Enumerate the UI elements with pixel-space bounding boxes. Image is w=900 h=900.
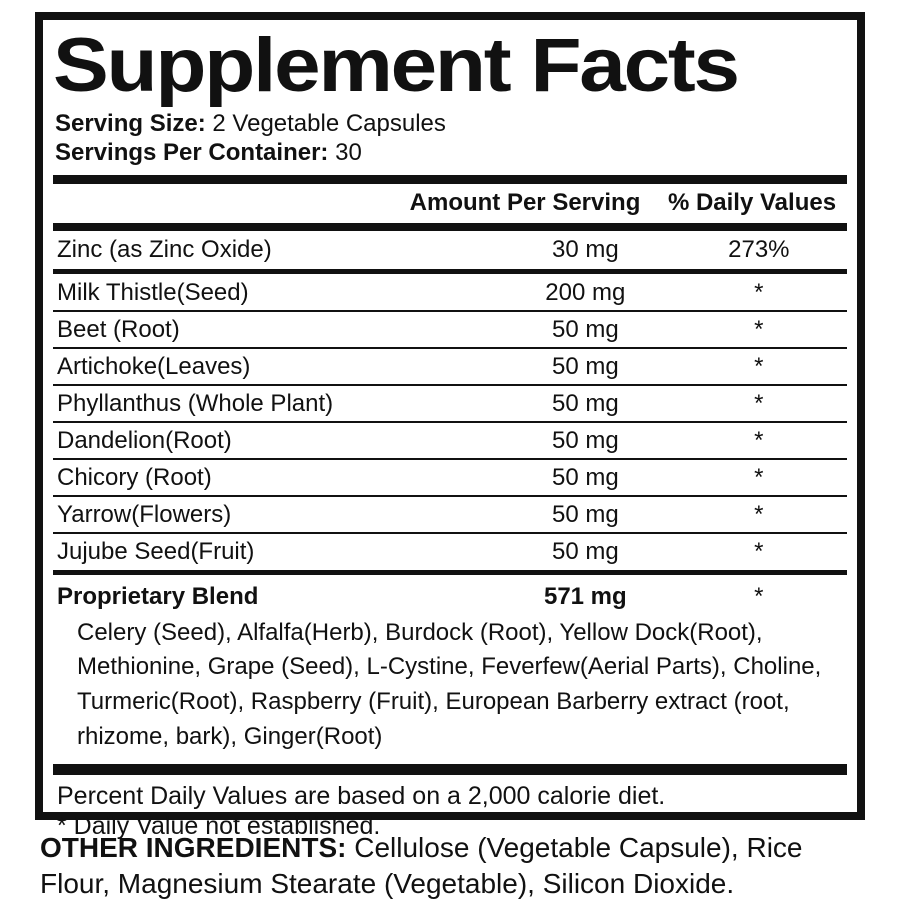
- ingredient-amount: 50 mg: [551, 463, 619, 491]
- ingredient-daily-value: *: [754, 352, 764, 380]
- ingredient-name: Chicory (Root): [57, 463, 212, 491]
- ingredient-row-zinc: [51, 231, 849, 268]
- divider-medium: [53, 269, 847, 274]
- ingredient-name: Yarrow(Flowers): [57, 500, 232, 528]
- blend-amount: 571 mg: [543, 582, 627, 610]
- ingredient-daily-value: *: [754, 537, 764, 565]
- ingredient-amount: 50 mg: [551, 352, 619, 380]
- ingredient-name: Milk Thistle(Seed): [57, 278, 249, 306]
- blend-daily-value: *: [754, 582, 764, 610]
- other-ingredients-value: Cellulose (Vegetable Capsule), Rice Flour, Magnesium Stearate (Vegetable), Silicon Dioxide.: [40, 832, 803, 900]
- ingredient-daily-value: *: [754, 463, 764, 491]
- divider-thick: [53, 223, 847, 231]
- servings-per-container-label: Servings Per Container:: [55, 139, 329, 167]
- servings-per-container-value: 30: [335, 139, 362, 167]
- serving-size-line: [51, 109, 849, 138]
- ingredient-row-chicory: [51, 460, 849, 495]
- ingredient-daily-value: *: [754, 278, 764, 306]
- ingredient-amount: 50 mg: [551, 389, 619, 417]
- column-header-daily-values: % Daily Values: [667, 189, 837, 217]
- serving-size-label: Serving Size:: [55, 110, 206, 138]
- ingredient-name: Beet (Root): [57, 315, 180, 343]
- ingredient-name: Jujube Seed(Fruit): [57, 537, 255, 565]
- column-header-row: [51, 184, 849, 223]
- servings-per-container-line: [51, 138, 849, 167]
- panel-title: Supplement Facts: [53, 23, 738, 108]
- ingredient-row-dandelion: [51, 423, 849, 458]
- other-ingredients-label: OTHER INGREDIENTS:: [40, 832, 347, 863]
- ingredient-row-jujube: [51, 534, 849, 569]
- ingredient-daily-value: *: [754, 426, 764, 454]
- serving-size-value: 2 Vegetable Capsules: [212, 110, 446, 138]
- ingredient-name: Dandelion(Root): [57, 426, 232, 454]
- ingredient-amount: 50 mg: [551, 537, 619, 565]
- footnote-dv-not-established: * Daily Value not established.: [57, 811, 381, 840]
- ingredient-name: Zinc (as Zinc Oxide): [57, 235, 272, 263]
- column-header-amount: Amount Per Serving: [409, 189, 641, 217]
- supplement-facts-panel: [35, 12, 865, 840]
- ingredient-row-milk-thistle: [51, 275, 849, 310]
- ingredient-row-beet: [51, 312, 849, 347]
- ingredient-name: Phyllanthus (Whole Plant): [57, 389, 334, 417]
- ingredient-row-artichoke: [51, 349, 849, 384]
- ingredient-row-phyllanthus: [51, 386, 849, 421]
- ingredient-row-yarrow: [51, 497, 849, 532]
- ingredient-amount: 200 mg: [545, 278, 626, 306]
- ingredient-amount: 50 mg: [551, 426, 619, 454]
- divider-medium: [53, 570, 847, 575]
- blend-description: Celery (Seed), Alfalfa(Herb), Burdock (Root), Yellow Dock(Root), Methionine, Grape (Seed), L-Cystine, Feverfew(Aerial Parts), Choline, Turmeric(Root), Raspberry (Fruit), European Barberry extract (root, rhizome, bark), Ginger(Root): [77, 618, 822, 750]
- ingredient-daily-value: 273%: [728, 235, 790, 263]
- ingredient-amount: 30 mg: [551, 235, 619, 263]
- blend-name: Proprietary Blend: [57, 582, 259, 610]
- other-ingredients: [40, 830, 875, 900]
- ingredient-daily-value: *: [754, 315, 764, 343]
- ingredient-daily-value: *: [754, 500, 764, 528]
- ingredient-daily-value: *: [754, 389, 764, 417]
- divider-thick: [53, 764, 847, 775]
- footnote-calorie-diet: Percent Daily Values are based on a 2,000 calorie diet.: [57, 781, 666, 810]
- ingredient-name: Artichoke(Leaves): [57, 352, 251, 380]
- proprietary-blend-row: [51, 576, 849, 613]
- ingredient-amount: 50 mg: [551, 315, 619, 343]
- divider-thick: [53, 175, 847, 184]
- ingredient-amount: 50 mg: [551, 500, 619, 528]
